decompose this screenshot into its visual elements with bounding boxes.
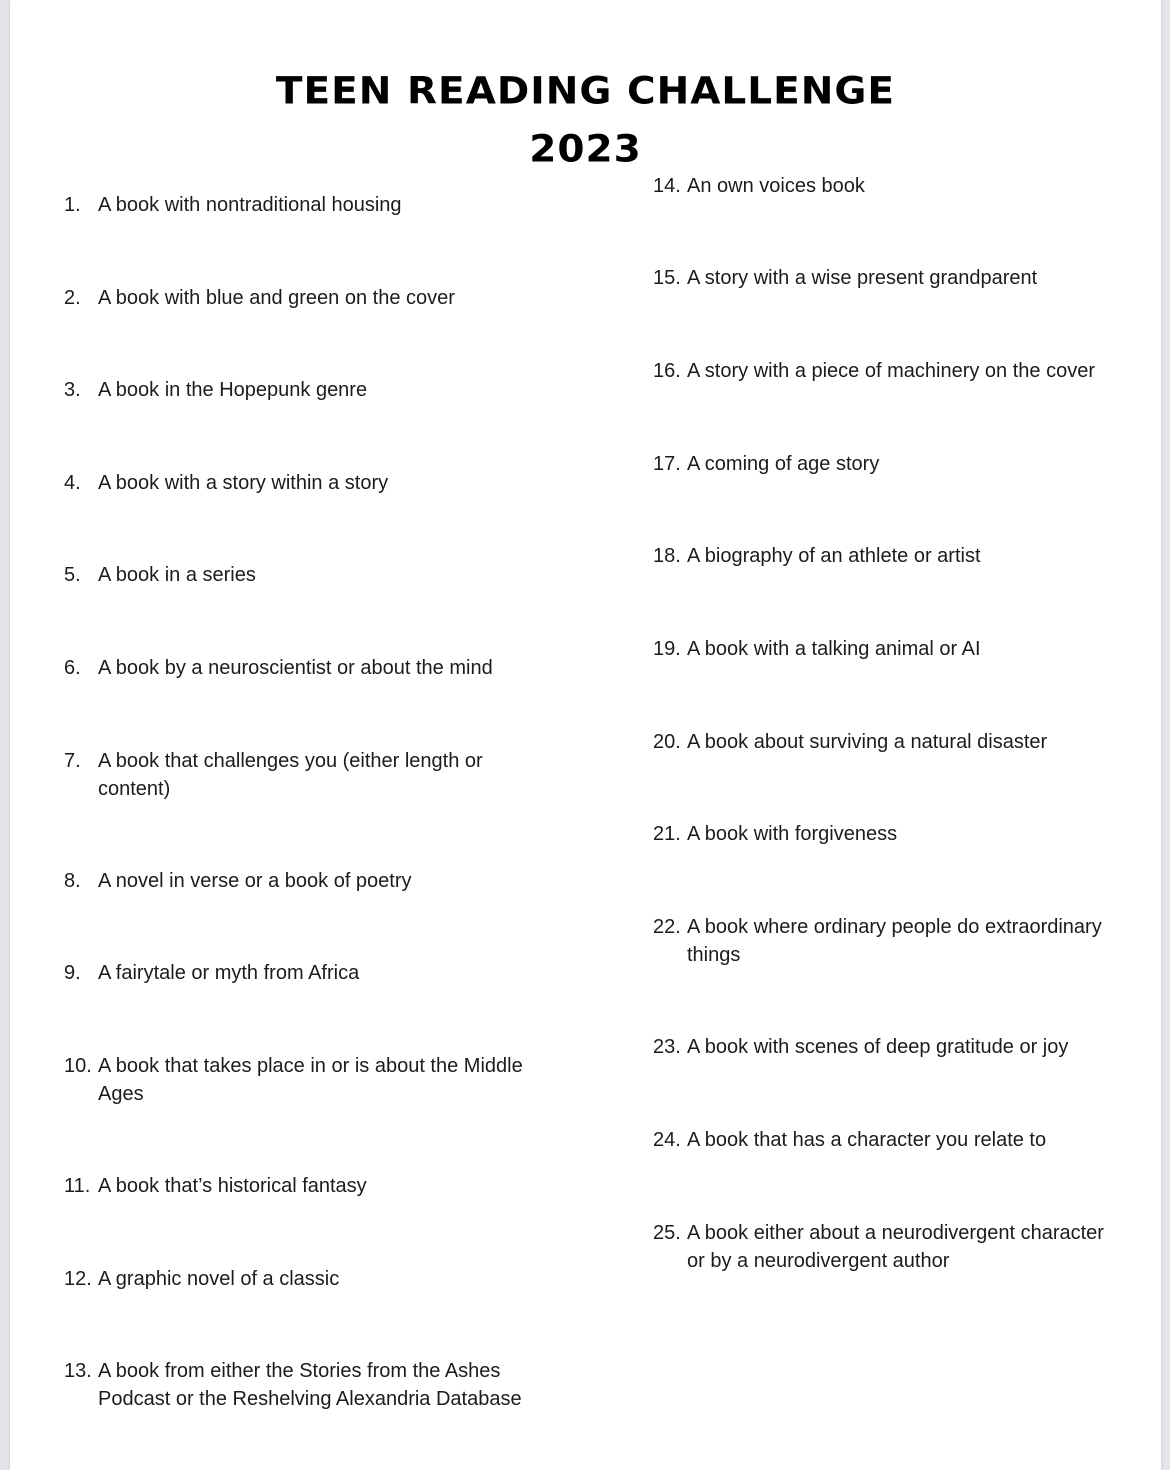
list-item-number: 14. — [653, 175, 681, 197]
list-item-text: A book in a series — [98, 564, 256, 586]
list-item-number: 3. — [64, 379, 81, 401]
list-item-text: Ages — [98, 1083, 144, 1105]
list-item — [653, 913, 1153, 969]
list-item-number: 7. — [64, 750, 81, 772]
list-item-number: 9. — [64, 962, 81, 984]
list-item-text: A novel in verse or a book of poetry — [98, 870, 412, 892]
list-item-text: A book in the Hopepunk genre — [98, 379, 368, 401]
list-item — [653, 172, 1153, 200]
list-item — [64, 747, 584, 803]
list-item-text: or by a neurodivergent author — [687, 1250, 950, 1272]
list-item-number: 17. — [653, 453, 681, 475]
list-item-number: 23. — [653, 1036, 681, 1058]
list-item-text: A book either about a neurodivergent character — [687, 1222, 1104, 1244]
list-item — [64, 1052, 584, 1108]
list-item-number: 6. — [64, 657, 81, 679]
list-item-text: A book with scenes of deep gratitude or joy — [687, 1036, 1069, 1058]
list-item-text: A book where ordinary people do extraordinary — [687, 916, 1102, 938]
list-item-number: 15. — [653, 267, 681, 289]
list-item — [64, 654, 584, 682]
list-item-number: 19. — [653, 638, 681, 660]
list-item-number: 22. — [653, 916, 681, 938]
list-item-text: A story with a piece of machinery on the cover — [687, 360, 1095, 382]
list-item — [653, 728, 1153, 756]
list-item-text: An own voices book — [687, 175, 865, 197]
list-item-text: A book that’s historical fantasy — [98, 1175, 367, 1197]
list-item-text: A book with a story within a story — [98, 472, 389, 494]
list-item — [64, 191, 584, 219]
list-item-number: 2. — [64, 287, 81, 309]
list-item-number: 13. — [64, 1360, 92, 1382]
list-item — [64, 284, 584, 312]
list-item-number: 8. — [64, 870, 81, 892]
list-item-text: A book about surviving a natural disaster — [687, 731, 1048, 753]
list-item-text: A book with nontraditional housing — [98, 194, 402, 216]
document-page — [10, 0, 1161, 1470]
page-subtitle-year: 2023 — [529, 128, 642, 171]
list-item-text: A book from either the Stories from the Ashes — [98, 1360, 501, 1382]
list-item-number: 24. — [653, 1129, 681, 1151]
list-item-text: content) — [98, 778, 171, 800]
list-item — [64, 376, 584, 404]
list-item-number: 12. — [64, 1268, 92, 1290]
list-item-number: 11. — [64, 1175, 91, 1197]
list-item — [653, 1219, 1153, 1275]
list-item — [653, 357, 1153, 385]
list-item-text: things — [687, 944, 741, 966]
list-item-text: A graphic novel of a classic — [98, 1268, 340, 1290]
list-item-number: 25. — [653, 1222, 681, 1244]
list-item-number: 5. — [64, 564, 81, 586]
list-item-number: 10. — [64, 1055, 92, 1077]
list-item-number: 1. — [64, 194, 81, 216]
list-item-number: 18. — [653, 545, 681, 567]
list-item — [653, 450, 1153, 478]
list-item — [653, 542, 1153, 570]
list-item — [64, 561, 584, 589]
list-item-text: A story with a wise present grandparent — [687, 267, 1038, 289]
list-item-text: A coming of age story — [687, 453, 880, 475]
list-item — [653, 1126, 1153, 1154]
list-item-text: A book that takes place in or is about the Middle — [98, 1055, 523, 1077]
list-item-text: A biography of an athlete or artist — [687, 545, 981, 567]
list-item — [653, 820, 1153, 848]
list-item — [64, 867, 584, 895]
list-item — [64, 469, 584, 497]
list-item — [653, 1033, 1153, 1061]
list-item-text: A book by a neuroscientist or about the mind — [98, 657, 493, 679]
list-item-number: 21. — [653, 823, 681, 845]
list-item-text: A book with forgiveness — [687, 823, 898, 845]
list-item — [653, 264, 1153, 292]
list-item-text: A book that has a character you relate to — [687, 1129, 1047, 1151]
list-item-text: Podcast or the Reshelving Alexandria Database — [98, 1388, 522, 1410]
list-item — [64, 1265, 584, 1293]
list-item — [64, 1172, 584, 1200]
page-title: TEEN READING CHALLENGE — [275, 70, 896, 113]
list-item-text: A book with a talking animal or AI — [687, 638, 981, 660]
list-item-number: 4. — [64, 472, 81, 494]
list-item — [653, 635, 1153, 663]
list-item-text: A fairytale or myth from Africa — [98, 962, 360, 984]
list-item-number: 16. — [653, 360, 681, 382]
list-item — [64, 959, 584, 987]
list-item-number: 20. — [653, 731, 681, 753]
list-item-text: A book that challenges you (either length or — [98, 750, 483, 772]
list-item-text: A book with blue and green on the cover — [98, 287, 455, 309]
list-item — [64, 1357, 584, 1413]
